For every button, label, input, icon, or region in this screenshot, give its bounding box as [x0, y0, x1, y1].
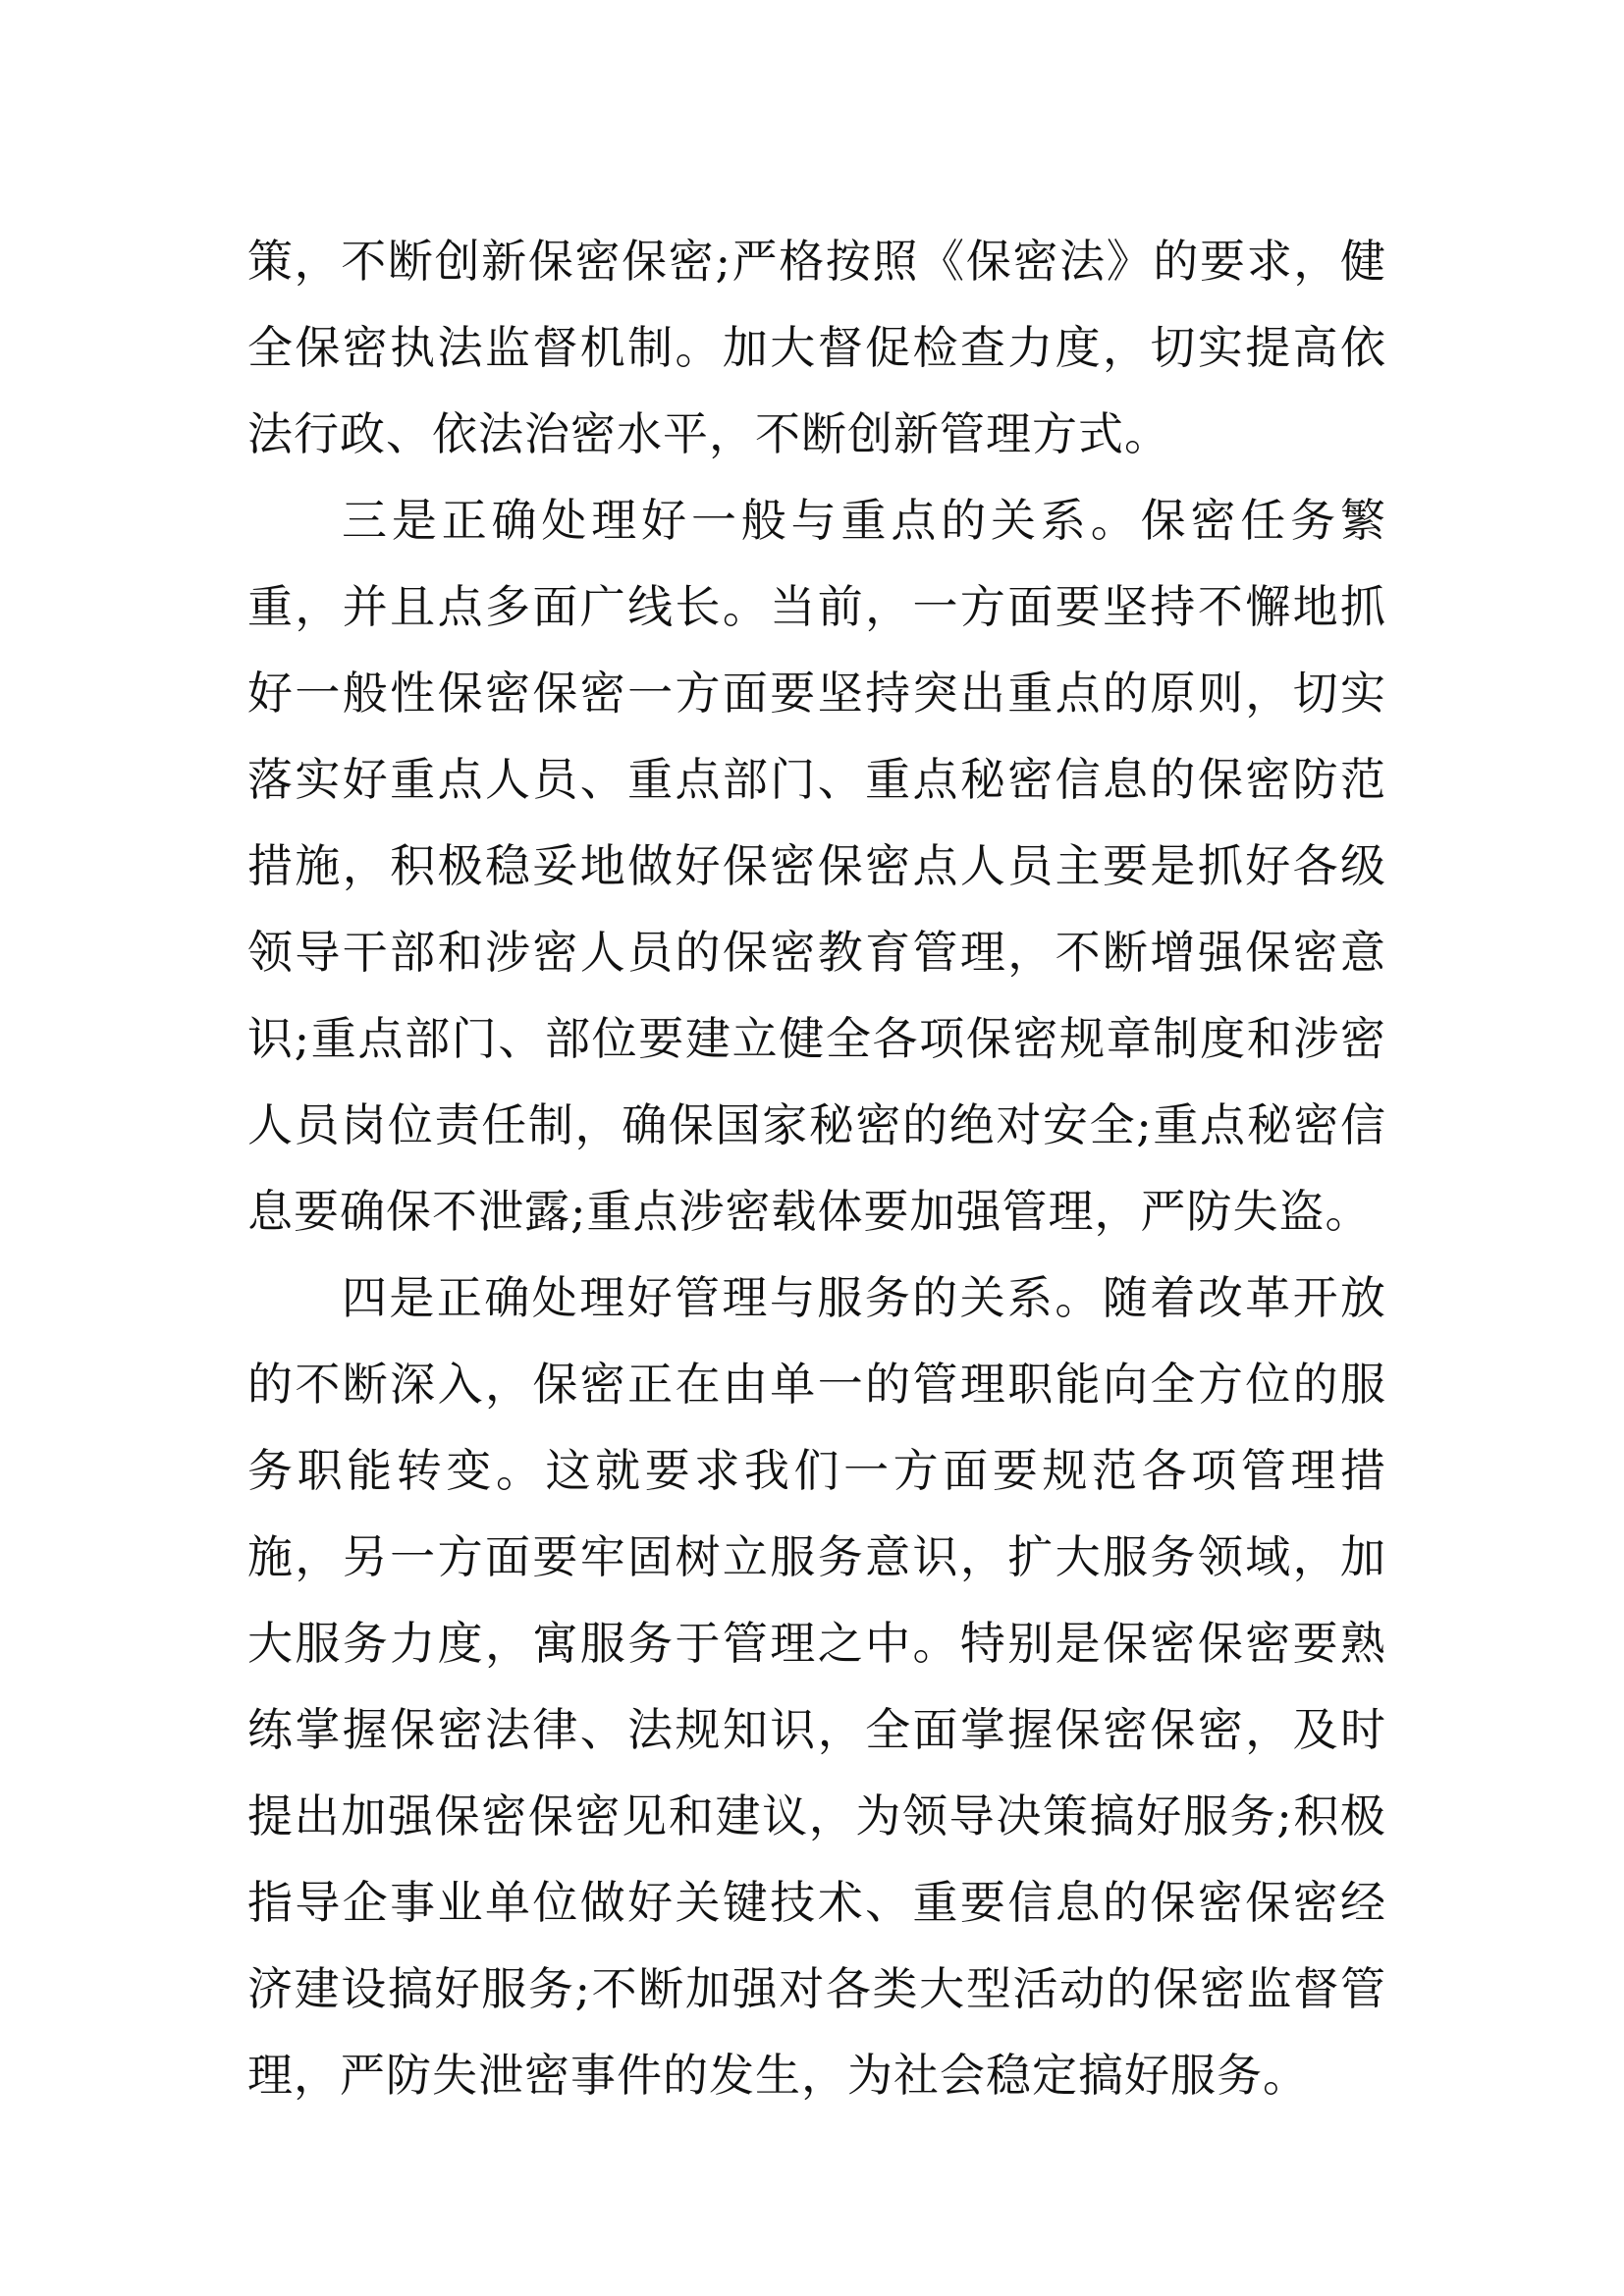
paragraph-2: 三是正确处理好一般与重点的关系。保密任务繁重，并且点多面广线长。当前，一方面要坚持不懈地抓好一般性保密保密一方面要坚持突出重点的原则，切实落实好重点人员、重点部门、重点秘密信息的保密防范措施，积极稳妥地做好保密保密点人员主要是抓好各级领导干部和涉密人员的保密教育管理，不断增强保密意识;重点部门、部位要建立健全各项保密规章制度和涉密人员岗位责任制，确保国家秘密的绝对安全;重点秘密信息要确保不泄露;重点涉密载体要加强管理，严防失盗。: [247, 494, 1386, 1238]
document-body: [247, 218, 1386, 2118]
paragraph-3: 四是正确处理好管理与服务的关系。随着改革开放的不断深入，保密正在由单一的管理职能向全方位的服务职能转变。这就要求我们一方面要规范各项管理措施，另一方面要牢固树立服务意识，扩大服务领域，加大服务力度，寓服务于管理之中。特别是保密保密要熟练掌握保密法律、法规知识，全面掌握保密保密，及时提出加强保密保密见和建议，为领导决策搞好服务;积极指导企事业单位做好关键技术、重要信息的保密保密经济建设搞好服务;不断加强对各类大型活动的保密监督管理，严防失泄密事件的发生，为社会稳定搞好服务。: [247, 1271, 1386, 2102]
paragraph-1: 策，不断创新保密保密;严格按照《保密法》的要求，健全保密执法监督机制。加大督促检查力度，切实提高依法行政、依法治密水平，不断创新管理方式。: [247, 235, 1386, 460]
